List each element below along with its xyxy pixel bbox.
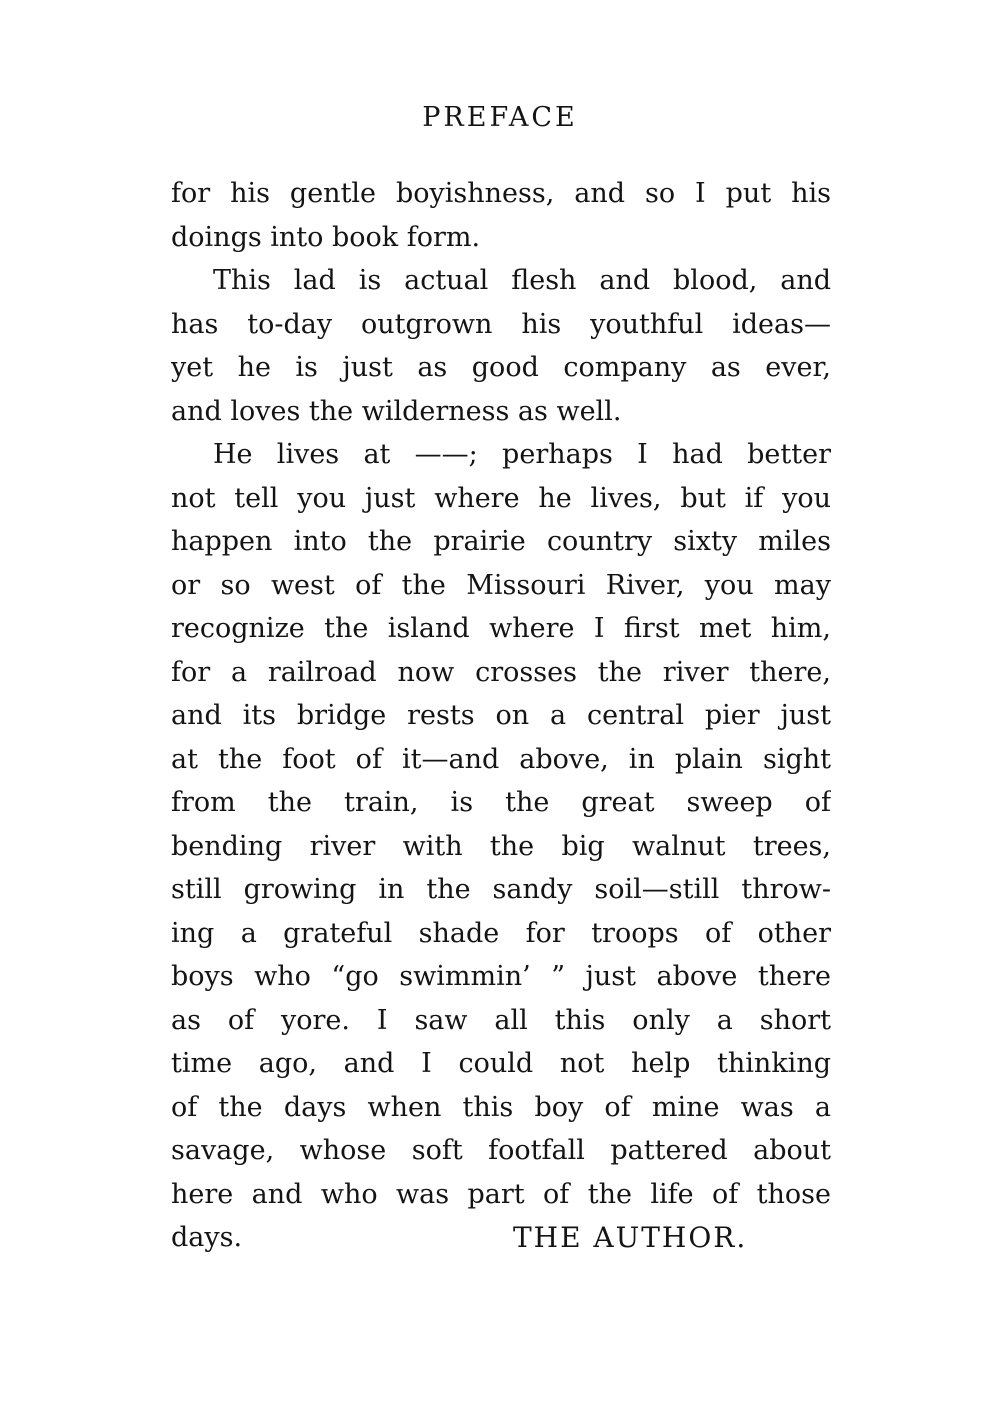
text-line: doings into book form.: [171, 221, 481, 253]
text-line: at the foot of it—and above, in plain sight: [171, 743, 831, 775]
paragraph: [171, 259, 831, 433]
closing-word: days.: [171, 1222, 243, 1253]
text-line: as of yore. I saw all this only a short: [171, 1004, 831, 1036]
text-line: here and who was part of the life of those: [171, 1178, 831, 1210]
preface-body: [171, 172, 831, 1260]
author-signature: THE AUTHOR.: [513, 1221, 748, 1254]
text-line: recognize the island where I first met him,: [171, 613, 831, 644]
text-line: He lives at ——; perhaps I had better: [213, 439, 831, 470]
paragraph: [171, 433, 831, 1216]
text-line: not tell you just where he lives, but if you: [171, 482, 831, 514]
page-header: PREFACE: [422, 102, 578, 133]
text-line: from the train, is the great sweep of: [171, 787, 831, 818]
text-line: and its bridge rests on a central pier just: [171, 700, 831, 731]
text-line: and loves the wilderness as well.: [171, 395, 622, 427]
text-line: time ago, and I could not help thinking: [171, 1048, 831, 1079]
text-line: ing a grateful shade for troops of other: [171, 917, 831, 949]
text-line: or so west of the Missouri River, you may: [171, 569, 831, 601]
text-line: savage, whose soft footfall pattered about: [171, 1135, 831, 1166]
text-line: bending river with the big walnut trees,: [171, 830, 831, 862]
text-line: This lad is actual flesh and blood, and: [213, 265, 831, 296]
text-line: has to-day outgrown his youthful ideas—: [171, 308, 831, 340]
text-line: happen into the prairie country sixty miles: [171, 526, 831, 557]
text-line: boys who “go swimmin’ ” just above there: [171, 961, 831, 992]
text-line: for his gentle boyishness, and so I put his: [171, 178, 831, 209]
text-line: of the days when this boy of mine was a: [171, 1091, 831, 1123]
text-line: for a railroad now crosses the river there,: [171, 656, 831, 688]
closing-line: [171, 1216, 831, 1260]
text-line: yet he is just as good company as ever,: [171, 352, 831, 383]
paragraph: [171, 172, 831, 259]
text-line: still growing in the sandy soil—still throw-: [171, 874, 831, 905]
